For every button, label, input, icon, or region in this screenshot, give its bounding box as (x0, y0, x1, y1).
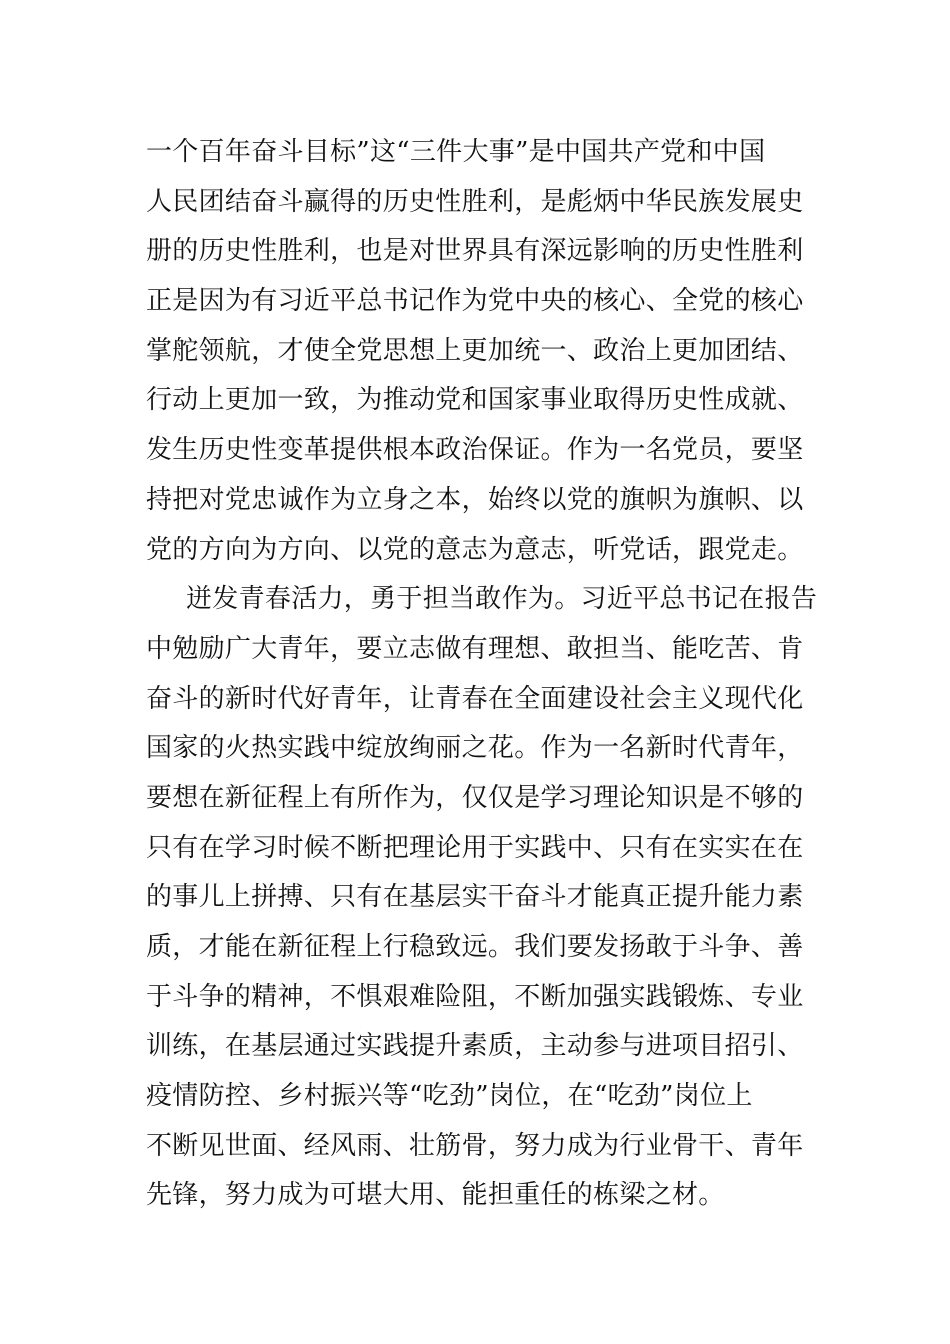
text-line-11: 中勉励广大青年，要立志做有理想、敢担当、能吃苦、肯 (146, 633, 804, 664)
text-line-7: 发生历史性变革提供根本政治保证。作为一名党员，要坚 (146, 435, 804, 466)
text-line-20: 疫情防控、乡村振兴等“吃劲”岗位，在“吃劲”岗位上 (146, 1081, 753, 1112)
text-line-14: 要想在新征程上有所作为，仅仅是学习理论知识是不够的 (146, 782, 804, 813)
text-line-12: 奋斗的新时代好青年，让青春在全面建设社会主义现代化 (146, 683, 804, 714)
text-line-22: 先锋，努力成为可堪大用、能担重任的栋梁之材。 (146, 1180, 725, 1211)
paragraph-start-line: 迸发青春活力，勇于担当敢作为。习近平总书记在报告 (186, 584, 818, 615)
text-line-2: 人民团结奋斗赢得的历史性胜利，是彪炳中华民族发展史 (146, 186, 804, 217)
text-line-5: 掌舵领航，才使全党思想上更加统一、政治上更加团结、 (146, 335, 804, 366)
text-line-4: 正是因为有习近平总书记作为党中央的核心、全党的核心 (146, 286, 804, 317)
text-line-9: 党的方向为方向、以党的意志为意志，听党话，跟党走。 (146, 534, 804, 565)
text-line-18: 于斗争的精神，不惧艰难险阻，不断加强实践锻炼、专业 (146, 981, 804, 1012)
text-line-16: 的事儿上拼搏、只有在基层实干奋斗才能真正提升能力素 (146, 882, 804, 913)
document-body (146, 128, 818, 1221)
text-line-13: 国家的火热实践中绽放绚丽之花。作为一名新时代青年， (146, 733, 804, 764)
text-line-8: 持把对党忠诚作为立身之本，始终以党的旗帜为旗帜、以 (146, 484, 804, 515)
text-line-15: 只有在学习时候不断把理论用于实践中、只有在实实在在 (146, 832, 804, 863)
text-line-19: 训练，在基层通过实践提升素质，主动参与进项目招引、 (146, 1031, 804, 1062)
text-line-17: 质，才能在新征程上行稳致远。我们要发扬敢于斗争、善 (146, 932, 804, 962)
text-line-6: 行动上更加一致，为推动党和国家事业取得历史性成就、 (146, 385, 804, 416)
text-line-3: 册的历史性胜利，也是对世界具有深远影响的历史性胜利 (146, 236, 804, 267)
text-line-1: 一个百年奋斗目标”这“三件大事”是中国共产党和中国 (146, 137, 766, 167)
text-line-21: 不断见世面、经风雨、壮筋骨，努力成为行业骨干、青年 (146, 1130, 804, 1161)
